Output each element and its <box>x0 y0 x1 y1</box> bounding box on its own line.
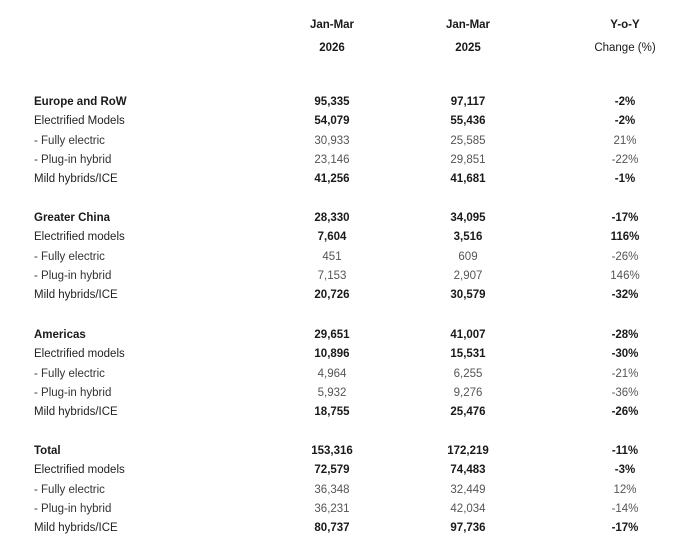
row-label: - Plug-in hybrid <box>34 386 112 399</box>
table-row <box>0 481 690 500</box>
value-2026: 451 <box>322 250 342 263</box>
row-label: Mild hybrids/ICE <box>34 406 118 419</box>
table-row <box>0 170 690 189</box>
row-label: - Plug-in hybrid <box>34 502 112 515</box>
table-row <box>0 248 690 267</box>
value-2026: 72,579 <box>314 464 350 477</box>
value-2025: 29,851 <box>450 153 486 166</box>
value-yoy: -32% <box>611 289 639 302</box>
row-label: Greater China <box>34 212 111 224</box>
table-row <box>0 519 690 538</box>
value-yoy: -28% <box>611 329 639 341</box>
value-2025: 9,276 <box>453 386 483 399</box>
table-row <box>0 500 690 519</box>
value-yoy: 12% <box>613 483 637 496</box>
value-2026: 20,726 <box>314 289 350 302</box>
table-row <box>0 112 690 131</box>
row-label: - Fully electric <box>34 367 105 380</box>
value-yoy: 116% <box>610 231 640 244</box>
value-2025: 609 <box>458 250 478 263</box>
column-header-2026 <box>287 14 377 60</box>
column-header-line1: Jan-Mar <box>445 19 491 31</box>
value-2026: 18,755 <box>314 406 350 419</box>
value-2025: 15,531 <box>450 348 486 361</box>
value-2026: 4,964 <box>317 367 347 380</box>
value-2025: 32,449 <box>450 483 486 496</box>
value-2025: 41,681 <box>450 173 486 186</box>
table-header <box>0 14 690 64</box>
value-2025: 30,579 <box>450 289 486 302</box>
value-2025: 6,255 <box>453 367 483 380</box>
table-row <box>0 93 690 112</box>
table-row <box>0 365 690 384</box>
value-2026: 80,737 <box>314 522 350 535</box>
row-label: Electrified Models <box>34 115 125 128</box>
row-label: Europe and RoW <box>34 96 127 108</box>
value-yoy: -11% <box>611 445 639 457</box>
row-label: - Fully electric <box>34 134 105 147</box>
value-yoy: -2% <box>614 115 636 128</box>
value-2025: 172,219 <box>447 445 489 457</box>
row-label: Americas <box>34 329 86 341</box>
table-row <box>0 461 690 480</box>
table-row <box>0 209 690 228</box>
table-row <box>0 267 690 286</box>
value-2025: 25,476 <box>450 406 486 419</box>
value-2026: 5,932 <box>317 386 347 399</box>
section-greater-china <box>0 209 690 305</box>
column-header-line2: 2026 <box>319 42 345 54</box>
value-yoy: -17% <box>611 522 639 535</box>
value-2026: 30,933 <box>314 134 350 147</box>
table-row <box>0 286 690 305</box>
row-label: Total <box>34 445 61 457</box>
value-2026: 7,153 <box>317 269 347 282</box>
row-label: Electrified models <box>34 231 125 244</box>
column-header-line2: Change (%) <box>594 42 656 54</box>
value-2026: 54,079 <box>314 115 350 128</box>
value-2026: 28,330 <box>314 212 350 224</box>
value-yoy: -2% <box>614 96 636 108</box>
value-2026: 36,348 <box>314 483 350 496</box>
value-2025: 97,736 <box>450 522 486 535</box>
table-row <box>0 151 690 170</box>
value-yoy: 146% <box>610 269 640 282</box>
row-label: - Fully electric <box>34 483 105 496</box>
value-yoy: -22% <box>611 153 639 166</box>
row-label: - Fully electric <box>34 250 105 263</box>
table-row <box>0 345 690 364</box>
table-row <box>0 132 690 151</box>
column-header-yoy-change <box>575 14 675 60</box>
value-2026: 10,896 <box>314 348 350 361</box>
value-yoy: -17% <box>611 212 639 224</box>
row-label: Electrified models <box>34 464 125 477</box>
value-yoy: -26% <box>611 406 639 419</box>
value-2026: 153,316 <box>311 445 353 457</box>
value-2026: 41,256 <box>314 173 350 186</box>
column-header-2025 <box>423 14 513 60</box>
value-yoy: -1% <box>614 173 636 186</box>
value-2025: 42,034 <box>450 502 486 515</box>
value-2025: 3,516 <box>453 231 483 244</box>
column-header-line1: Jan-Mar <box>309 19 355 31</box>
table-row <box>0 228 690 247</box>
row-label: - Plug-in hybrid <box>34 269 112 282</box>
value-2025: 41,007 <box>450 329 486 341</box>
table-row <box>0 384 690 403</box>
table-row <box>0 403 690 422</box>
value-2026: 23,146 <box>314 153 350 166</box>
value-yoy: 21% <box>613 134 637 147</box>
value-yoy: -3% <box>614 464 636 477</box>
table-row <box>0 326 690 345</box>
value-2026: 95,335 <box>314 96 350 108</box>
value-2025: 55,436 <box>450 115 486 128</box>
row-label: Mild hybrids/ICE <box>34 173 118 186</box>
value-yoy: -14% <box>611 502 639 515</box>
column-header-line2: 2025 <box>455 42 481 54</box>
section-total <box>0 442 690 538</box>
value-yoy: -30% <box>611 348 639 361</box>
value-2026: 36,231 <box>314 502 350 515</box>
section-americas <box>0 326 690 422</box>
row-label: Electrified models <box>34 348 125 361</box>
value-2025: 25,585 <box>450 134 486 147</box>
value-2025: 34,095 <box>450 212 486 224</box>
row-label: - Plug-in hybrid <box>34 153 112 166</box>
value-2026: 7,604 <box>317 231 347 244</box>
value-yoy: -36% <box>611 386 639 399</box>
row-label: Mild hybrids/ICE <box>34 522 118 535</box>
value-2026: 29,651 <box>314 329 350 341</box>
value-2025: 97,117 <box>450 96 486 108</box>
value-yoy: -26% <box>611 250 639 263</box>
column-header-line1: Y-o-Y <box>610 19 640 31</box>
row-label: Mild hybrids/ICE <box>34 289 118 302</box>
value-2025: 74,483 <box>450 464 486 477</box>
table-row <box>0 442 690 461</box>
value-yoy: -21% <box>611 367 639 380</box>
value-2025: 2,907 <box>453 269 483 282</box>
section-europe-row <box>0 93 690 189</box>
